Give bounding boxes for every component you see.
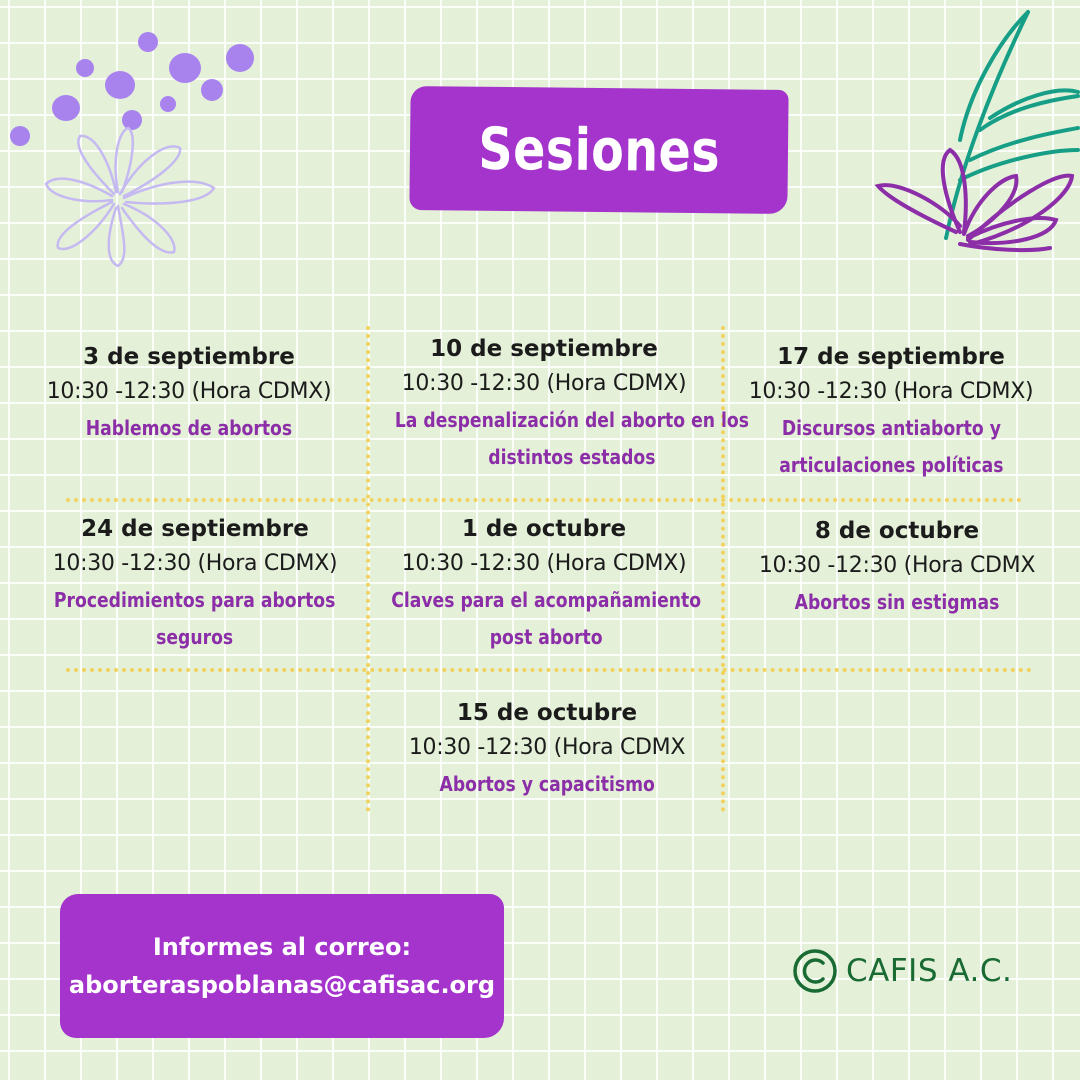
- session-topic: Discursos antiaborto y articulaciones políticas: [778, 416, 1004, 477]
- session-date: 10 de septiembre: [430, 336, 658, 362]
- session-card: [366, 696, 728, 803]
- contact-label: Informes al correo:: [152, 933, 412, 961]
- session-date: 1 de octubre: [461, 516, 627, 542]
- session-time: 10:30 -12:30 (Hora CDMX): [52, 551, 338, 576]
- session-date: 3 de septiembre: [83, 344, 295, 370]
- logo-text: CAFIS A.C.: [846, 953, 1013, 989]
- session-topic: Procedimientos para abortos seguros: [54, 588, 336, 649]
- cafis-logo: [792, 948, 1012, 994]
- session-topic: La despenalización del aborto en los distintos estados: [394, 408, 749, 469]
- session-date: 8 de octubre: [814, 518, 980, 544]
- copyright-circle-icon: [792, 948, 838, 994]
- session-card: [722, 514, 1072, 621]
- contact-email[interactable]: aborteraspoblanas@cafisac.org: [68, 971, 496, 999]
- session-card: [0, 340, 378, 447]
- divider-horizontal-bottom: [66, 668, 1032, 672]
- session-topic: Abortos y capacitismo: [439, 772, 655, 796]
- session-date: 17 de septiembre: [777, 344, 1005, 370]
- session-topic: Abortos sin estigmas: [794, 590, 1000, 614]
- session-card: [10, 512, 380, 656]
- session-topic: Claves para el acompañamiento post aborto: [391, 588, 702, 649]
- flower-illustration: [0, 20, 270, 280]
- divider-horizontal-top: [66, 498, 1022, 502]
- session-time: 10:30 -12:30 (Hora CDMX: [408, 735, 686, 760]
- session-card: [366, 512, 722, 656]
- session-date: 24 de septiembre: [81, 516, 309, 542]
- session-card: [722, 340, 1060, 484]
- session-topic: Hablemos de abortos: [85, 416, 293, 440]
- page-title: Sesiones: [477, 114, 721, 186]
- session-date: 15 de octubre: [456, 700, 638, 726]
- session-time: 10:30 -12:30 (Hora CDMX): [401, 371, 687, 396]
- title-banner: [409, 86, 788, 214]
- session-time: 10:30 -12:30 (Hora CDMX): [401, 551, 687, 576]
- session-card: [366, 332, 749, 476]
- leaf-illustration: [860, 0, 1080, 270]
- session-time: 10:30 -12:30 (Hora CDMX): [748, 379, 1034, 404]
- contact-banner: [60, 894, 504, 1038]
- session-time: 10:30 -12:30 (Hora CDMX: [758, 553, 1036, 578]
- session-time: 10:30 -12:30 (Hora CDMX): [46, 379, 332, 404]
